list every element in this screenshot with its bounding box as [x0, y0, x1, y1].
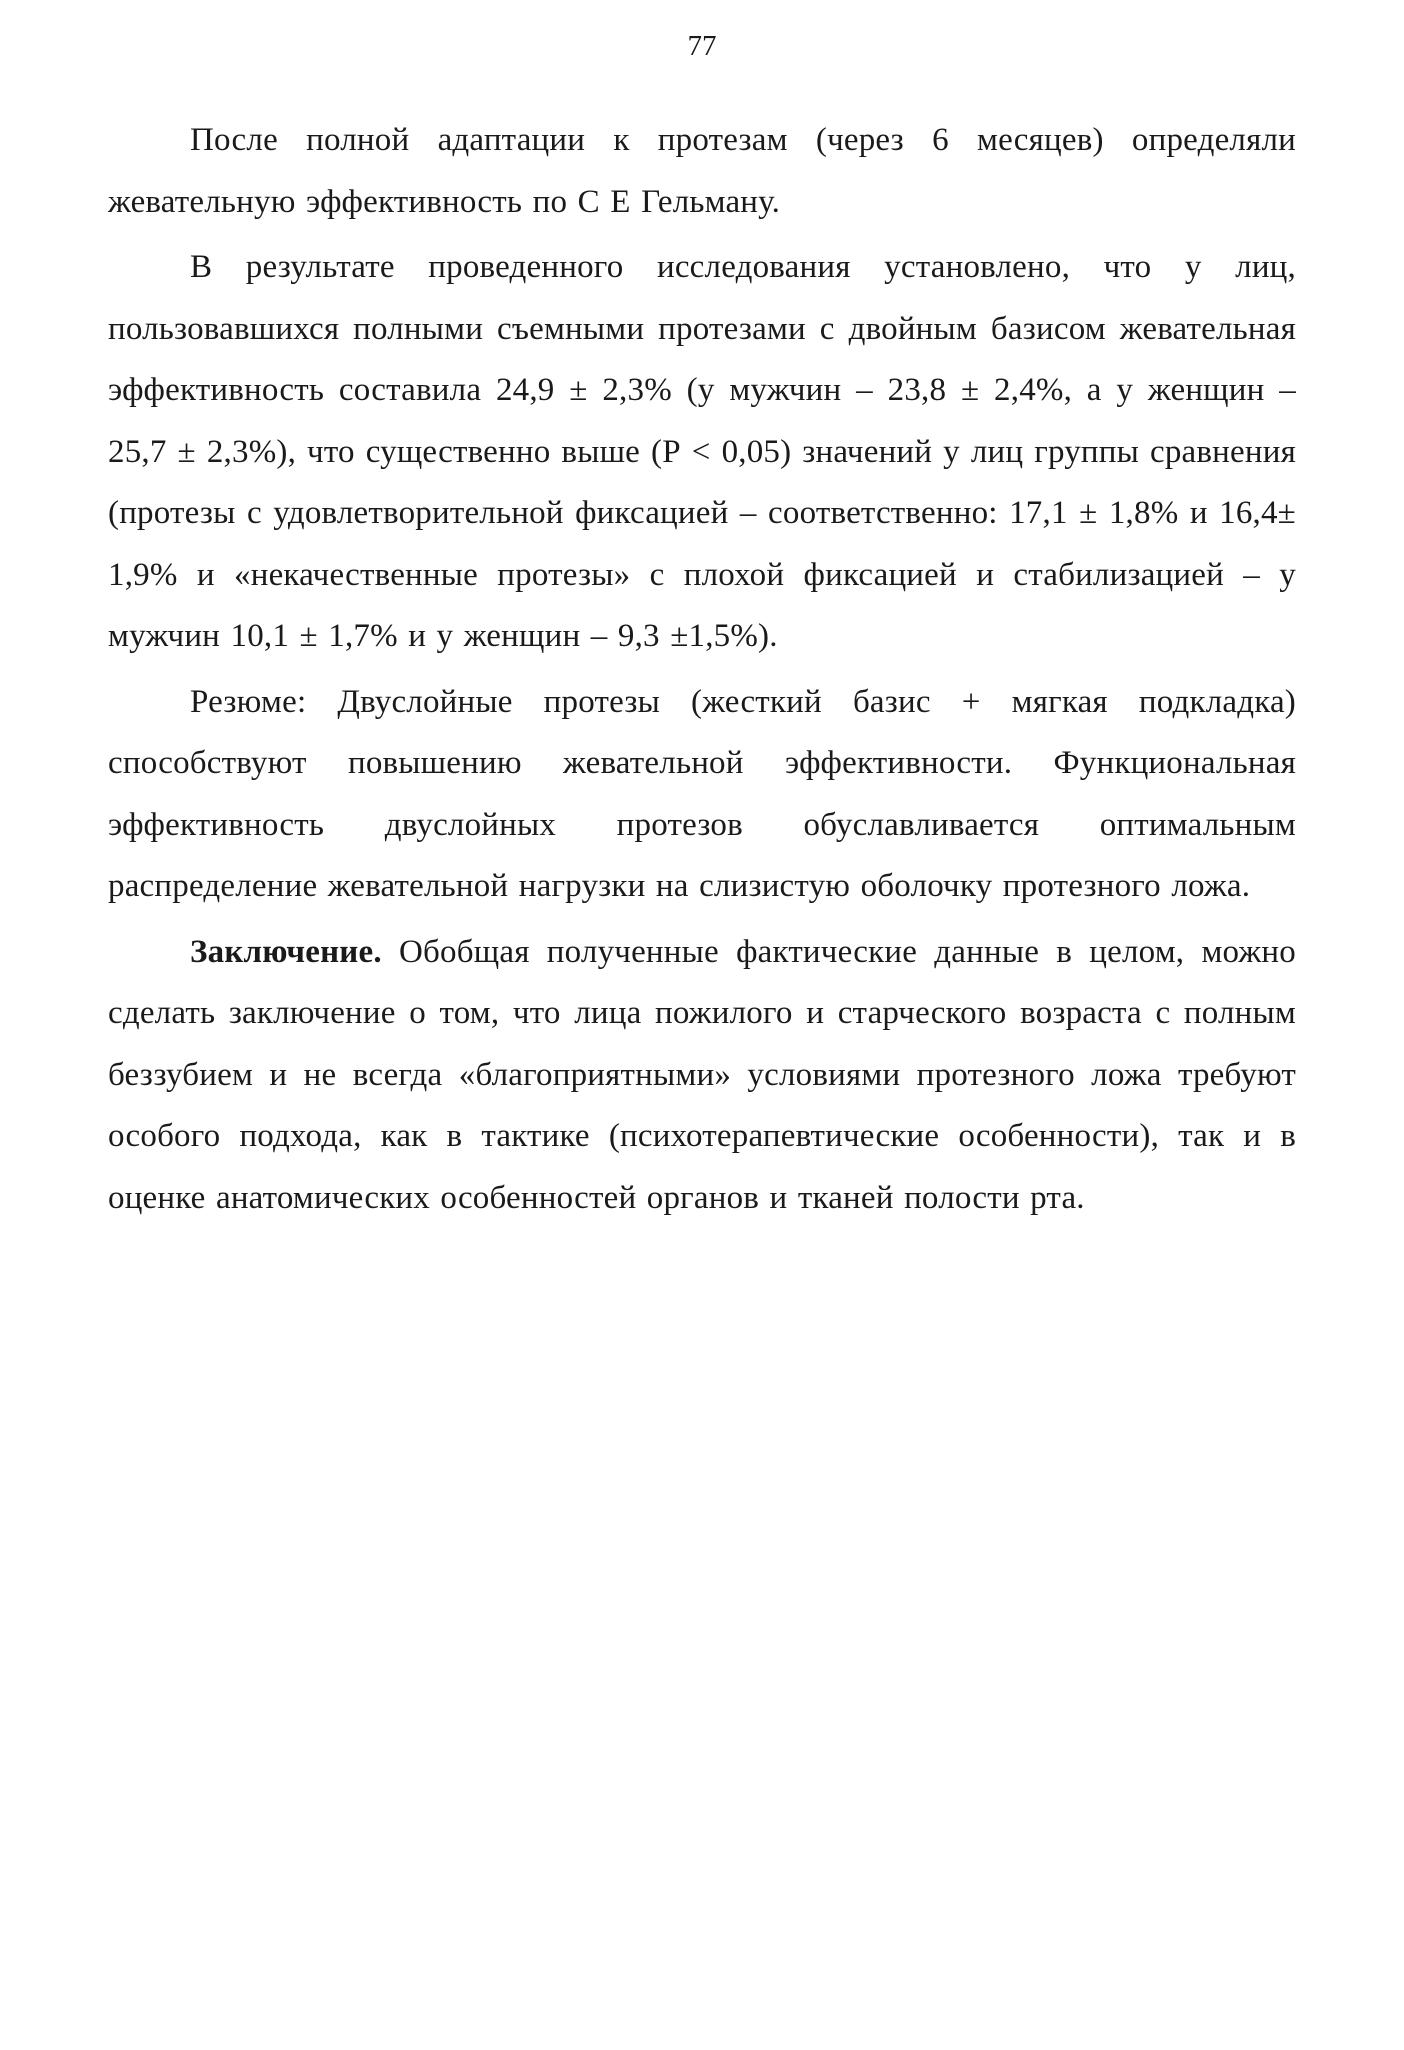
page-number: 77	[687, 30, 717, 62]
document-body	[108, 110, 1296, 1229]
paragraph-results: В результате проведенного исследования установлено, что у лиц, пользовавшихся полными съемными протезами с двойным базисом жевательная эффективность составила 24,9 ± 2,3% (у мужчин – 23,8 ± 2,4%, а у женщин – 25,7 ± 2,3%), что существенно выше (Р < 0,05) значений у лиц группы сравнения (протезы с удовлетворительной фиксацией – соответственно: 17,1 ± 1,8% и 16,4± 1,9% и «некачественные протезы» с плохой фиксацией и стабилизацией – у мужчин 10,1 ± 1,7% и у женщин – 9,3 ±1,5%).	[108, 249, 1296, 654]
conclusion-text: Обобщая полученные фактические данные в целом, можно сделать заключение о том, что лица пожилого и старческого возраста с полным беззубием и не всегда «благоприятными» условиями протезного ложа требуют особого подхода, как в тактике (психотерапевтические особенности), так и в оценке анатомических особенностей органов и тканей полости рта.	[108, 933, 1296, 1216]
paragraph-summary: Резюме: Двуслойные протезы (жесткий базис + мягкая подкладка) способствуют повышению жевательной эффективности. Функциональная эффективность двуслойных протезов обуславливается оптимальным распределение жевательной нагрузки на слизистую оболочку протезного ложа.	[108, 683, 1296, 904]
conclusion-label: Заключение.	[190, 933, 382, 970]
paragraph-conclusion	[108, 922, 1296, 1230]
paragraph-adaptation: После полной адаптации к протезам (через 6 месяцев) определяли жевательную эффективность по С Е Гельману.	[108, 122, 1296, 220]
